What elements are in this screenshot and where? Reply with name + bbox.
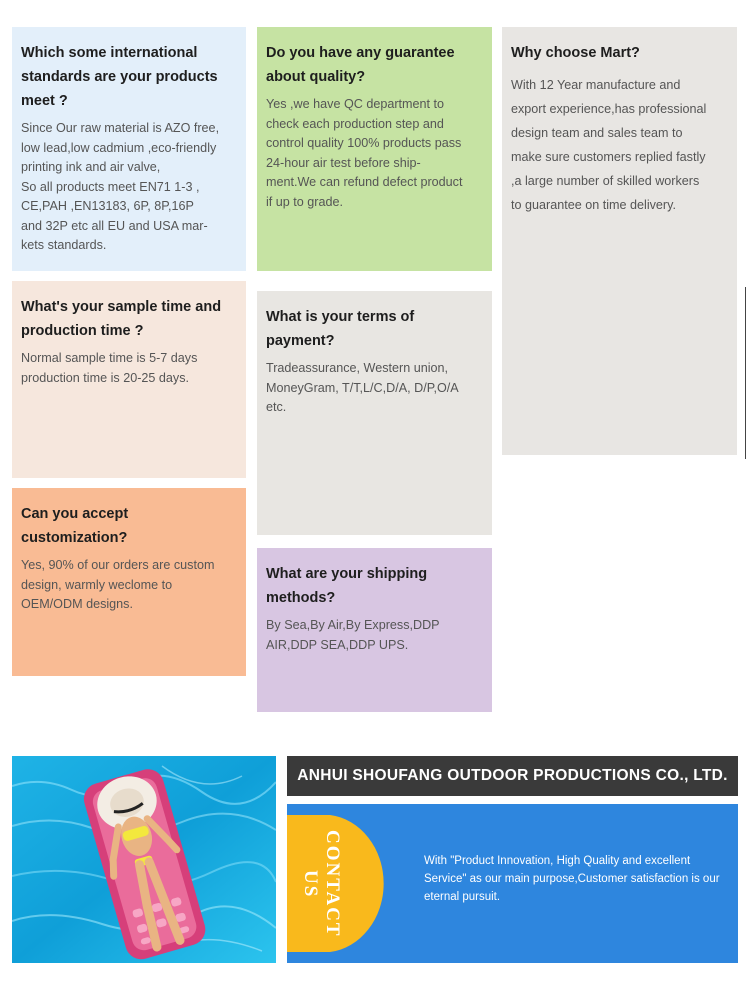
contact-us-panel [287,804,738,963]
faq-card-standards [12,27,246,271]
faq-card-sample-time [12,281,246,478]
faq-question: Why choose Mart? [511,45,640,61]
faq-question: Do you have any guarantee about quality? [266,45,455,85]
faq-card-why-choose [502,27,737,455]
edge-divider [745,287,746,459]
pool-float-photo [12,756,276,963]
faq-answer: Since Our raw material is AZO free, low lead,low cadmium ,eco-friendly printing ink and air valve, So all products meet EN71 1-3 , CE,PAH ,EN13183, 6P, 8P,16P and 32P etc all EU and USA mar- kets standards. [21,121,220,252]
contact-statement: With "Product Innovation, High Quality and excellent Service" as our main purpose,Customer satisfaction is our eternal pursuit. [424,855,720,903]
faq-answer: Yes ,we have QC department to check each production step and control quality 100% products pass 24-hour air test before ship- ment.We can refund defect product if up to grade. [266,97,463,209]
faq-question: Can you accept customization? [21,506,129,546]
company-name: ANHUI SHOUFANG OUTDOOR PRODUCTIONS CO., LTD. [297,767,728,784]
company-name-banner [287,756,738,796]
faq-question: What is your terms of payment? [266,309,415,349]
contact-us-title: CONTACT US [300,830,343,938]
faq-answer: With 12 Year manufacture and export experience,has professional design team and sales team to make sure customers replied fastly ,a large number of skilled workers to guarantee on time delivery. [511,78,707,212]
faq-answer: Tradeassurance, Western union, MoneyGram, T/T,L/C,D/A, D/P,O/A etc. [266,361,459,414]
faq-question: What's your sample time and production time ? [21,299,222,339]
faq-question: What are your shipping methods? [266,566,428,606]
faq-card-shipping [257,548,492,712]
faq-card-quality [257,27,492,271]
faq-card-payment [257,291,492,535]
faq-card-customization [12,488,246,676]
faq-answer: Yes, 90% of our orders are custom design, warmly weclome to OEM/ODM designs. [21,558,215,611]
faq-answer: Normal sample time is 5-7 days production time is 20-25 days. [21,351,198,385]
faq-answer: By Sea,By Air,By Express,DDP AIR,DDP SEA,DDP UPS. [266,618,440,652]
faq-question: Which some international standards are your products meet ? [21,45,218,109]
